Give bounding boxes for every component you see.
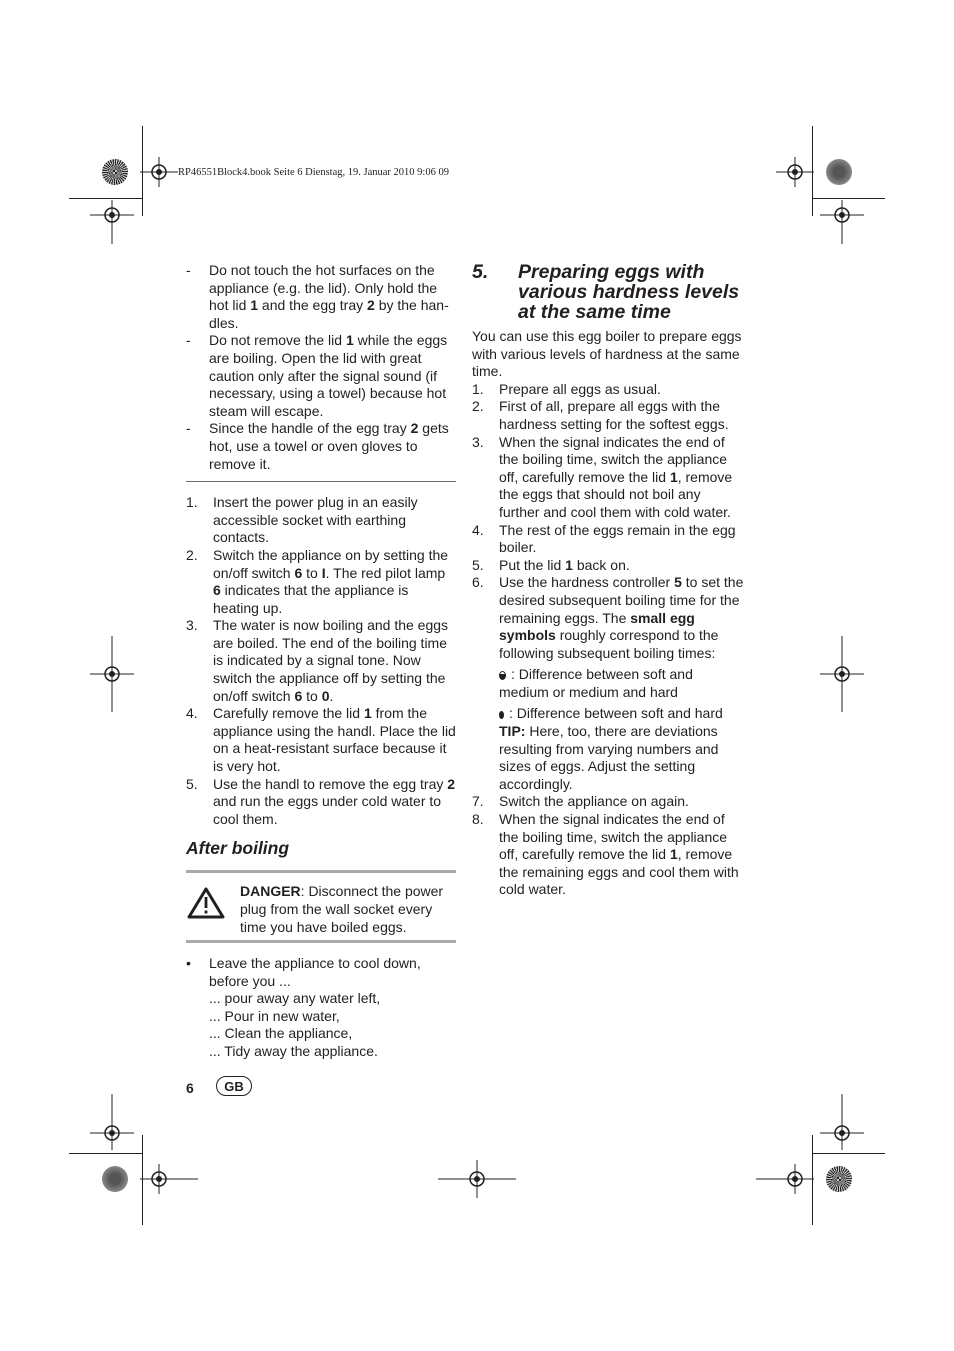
registration-mark-icon xyxy=(140,157,178,187)
color-bar-sunburst-icon xyxy=(102,159,128,185)
crop-line xyxy=(812,198,885,199)
list-item xyxy=(472,811,744,899)
cooldown-sub-list xyxy=(186,990,456,1060)
list-item-text: The rest of the eggs remain in the egg boiler. xyxy=(499,521,736,556)
right-column xyxy=(472,262,744,899)
small-egg-full-icon xyxy=(499,711,504,719)
list-marker: 1. xyxy=(472,380,484,397)
list-item-text: Prepare all eggs as usual. xyxy=(499,380,661,397)
list-item xyxy=(186,617,456,705)
registration-mark-icon xyxy=(820,200,864,244)
list-item xyxy=(186,494,456,547)
tip-text: Here, too, there are deviations resulting from varying numbers and sizes of eggs. Adjust the setting accordingly. xyxy=(499,723,719,792)
print-header: RP46551Block4.book Seite 6 Dienstag, 19. Januar 2010 9:06 09 xyxy=(178,167,449,178)
registration-mark-icon xyxy=(776,157,814,187)
list-marker: 7. xyxy=(472,793,484,810)
list-item xyxy=(186,547,456,617)
list-item xyxy=(472,522,744,557)
registration-mark-icon xyxy=(140,1164,198,1194)
list-item xyxy=(186,332,456,420)
list-item xyxy=(186,776,456,829)
list-item xyxy=(472,398,744,433)
list-item xyxy=(186,955,456,990)
steps-list xyxy=(186,494,456,828)
steps-list xyxy=(472,381,744,663)
list-marker: - xyxy=(186,420,191,437)
list-item xyxy=(186,705,456,775)
list-item-text: First of all, prepare all eggs with the hardness setting for the softest eggs. xyxy=(499,398,729,432)
registration-mark-icon xyxy=(820,1094,864,1150)
list-item xyxy=(472,574,744,662)
list-item-text: Insert the power plug in an easily accessible socket with earthing contacts. xyxy=(213,494,418,546)
left-column xyxy=(186,262,456,1061)
sub-line: ... Tidy away the appliance. xyxy=(209,1042,378,1059)
small-egg-half-icon xyxy=(499,671,506,680)
egg-line-text: : Difference between soft and hard xyxy=(509,705,723,722)
safety-list xyxy=(186,262,456,473)
list-item-text: Switch the appliance on by setting the on/off switch 6 to I. The red pilot lamp 6 indicates that the appliance is heating up. xyxy=(213,546,449,616)
steps-list xyxy=(472,793,744,899)
list-marker: - xyxy=(186,332,191,349)
tip-paragraph xyxy=(472,723,744,793)
list-marker: • xyxy=(186,955,191,971)
danger-message: : Disconnect the power plug from the wall socket every time you have boiled eggs. xyxy=(240,883,444,935)
list-marker: 5. xyxy=(472,556,484,573)
crop-line xyxy=(69,1153,142,1154)
section-heading xyxy=(472,262,744,322)
list-item xyxy=(472,381,744,399)
registration-mark-icon xyxy=(756,1164,814,1194)
list-item xyxy=(472,557,744,575)
list-marker: 8. xyxy=(472,811,484,828)
section-number: 5. xyxy=(472,261,489,283)
language-badge: GB xyxy=(216,1076,252,1096)
list-item-text: Since the handle of the egg tray 2 gets hot, use a towel or oven gloves to remove it. xyxy=(209,420,449,472)
sub-line: ... Pour in new water, xyxy=(209,1007,340,1024)
section-title: Preparing eggs with various hardness levels at the same time xyxy=(518,261,740,323)
list-item xyxy=(186,262,456,332)
list-item xyxy=(472,434,744,522)
registration-mark-icon xyxy=(90,636,134,712)
spacer xyxy=(186,482,456,494)
egg-line-text: : Difference between soft and medium or medium and hard xyxy=(499,666,693,700)
list-marker: 2. xyxy=(472,398,484,415)
list-marker: 3. xyxy=(186,617,198,634)
list-item-text: Leave the appliance to cool down, before you ... xyxy=(209,955,421,989)
after-boiling-heading: After boiling xyxy=(186,838,290,859)
egg-symbol-line xyxy=(472,666,744,701)
list-marker: 4. xyxy=(472,521,484,538)
list-item-text: Do not touch the hot surfaces on the appliance (e.g. the lid). Only hold the hot lid 1 and the egg tray 2 by the han-dles. xyxy=(209,262,449,331)
tip-label: TIP: xyxy=(499,723,526,740)
egg-symbol-line xyxy=(472,705,744,723)
list-item xyxy=(186,420,456,473)
registration-mark-icon xyxy=(820,636,864,712)
list-item-text: When the signal indicates the end of the boiling time, switch the appliance off, carefully remove the lid 1, remove the remaining eggs and cool them with cold water. xyxy=(499,811,739,898)
color-bar-sunburst-icon xyxy=(826,159,852,185)
warning-triangle-icon xyxy=(186,882,240,936)
list-marker: 3. xyxy=(472,433,484,450)
list-item-text: Use the handl to remove the egg tray 2 and run the eggs under cold water to cool them. xyxy=(213,775,456,827)
list-marker: - xyxy=(186,262,191,278)
list-item-text: Carefully remove the lid 1 from the appliance using the handl. Place the lid on a heat-resistant surface because it is very hot. xyxy=(213,705,456,775)
list-item-text: When the signal indicates the end of the boiling time, switch the appliance off, carefully remove the lid 1, remove the eggs that should not boil any further and cool them with cold water. xyxy=(499,433,733,520)
page-number: 6 xyxy=(186,1080,194,1096)
intro-paragraph: You can use this egg boiler to prepare eggs with various levels of hardness at the same time. xyxy=(472,328,742,380)
sub-line: ... pour away any water left, xyxy=(209,990,381,1007)
list-item xyxy=(472,793,744,811)
spacer xyxy=(186,943,456,955)
crop-line xyxy=(812,1153,885,1154)
sub-line: ... Clean the appliance, xyxy=(209,1025,353,1042)
list-marker: 1. xyxy=(186,494,198,511)
registration-mark-icon xyxy=(90,1094,134,1150)
list-item-text: The water is now boiling and the eggs are boiled. The end of the boiling time is indicated by a signal tone. Now switch the appliance off by setting the on/off switch 6 to 0. xyxy=(213,617,449,704)
danger-text xyxy=(240,882,456,936)
crop-line xyxy=(69,198,142,199)
list-marker: 4. xyxy=(186,705,198,722)
list-marker: 5. xyxy=(186,775,198,792)
danger-box xyxy=(186,870,456,943)
list-item-text: Use the hardness controller 5 to set the desired subsequent boiling time for the remaining eggs. The small egg symbols roughly correspond to the following subsequent boiling times: xyxy=(499,574,744,661)
list-item-text: Do not remove the lid 1 while the eggs are boiling. Open the lid with great caution only after the signal sound (if necessary, using a towel) because hot steam will escape. xyxy=(209,332,448,419)
list-marker: 2. xyxy=(186,546,198,563)
danger-label: DANGER xyxy=(240,883,301,899)
registration-mark-icon xyxy=(438,1160,516,1198)
registration-mark-icon xyxy=(90,200,134,244)
list-item-text: Put the lid 1 back on. xyxy=(499,556,630,573)
list-marker: 6. xyxy=(472,574,484,591)
color-bar-sunburst-icon xyxy=(826,1166,852,1192)
color-bar-sunburst-icon xyxy=(102,1166,128,1192)
list-item-text: Switch the appliance on again. xyxy=(499,793,689,810)
